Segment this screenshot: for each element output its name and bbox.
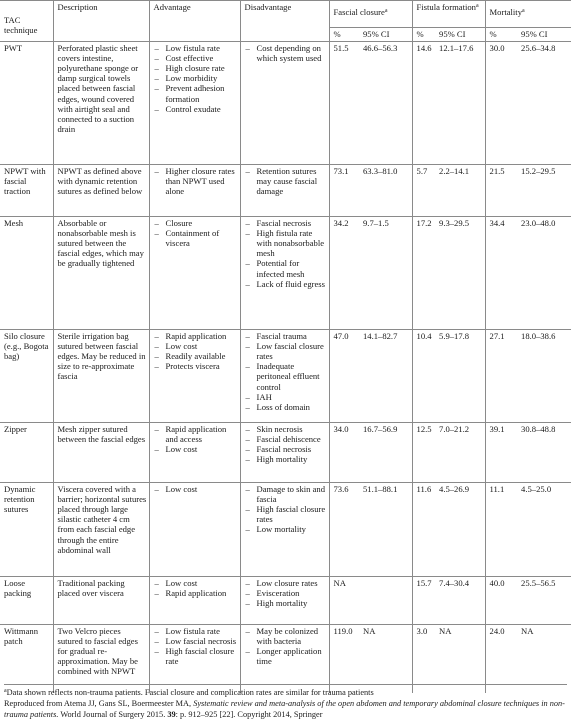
disadvantages-list bbox=[245, 578, 327, 608]
disadvantages-cell bbox=[240, 42, 329, 165]
disadvantage-item: – Inadequate peritoneal effluent control bbox=[245, 361, 327, 391]
fistula-ci-cell: 4.5–26.9 bbox=[435, 483, 485, 577]
advantage-item: – Closure bbox=[154, 218, 238, 228]
advantage-item: – Prevent adhesion formation bbox=[154, 83, 238, 103]
disadvantages-list bbox=[245, 626, 327, 666]
description-cell: Mesh zipper sutured between the fascial edges bbox=[53, 423, 149, 483]
closure-ci-cell: 46.6–56.3 bbox=[359, 42, 412, 165]
advantage-item: – Low fistula rate bbox=[154, 43, 238, 53]
disadvantages-list bbox=[245, 331, 327, 412]
description-cell: Absorbable or nonabsorbable mesh is sutured between the fascial edges, which may be gradually tightened bbox=[53, 217, 149, 330]
closure-ci-cell: 16.7–56.9 bbox=[359, 423, 412, 483]
disadvantages-cell bbox=[240, 217, 329, 330]
table-body bbox=[0, 42, 571, 693]
advantage-item: – Rapid application bbox=[154, 331, 238, 341]
disadvantages-list bbox=[245, 166, 327, 196]
closure-percent-cell: 34.0 bbox=[329, 423, 359, 483]
disadvantages-list bbox=[245, 218, 327, 289]
advantages-cell bbox=[149, 165, 240, 217]
mortality-ci-cell: 18.0–38.6 bbox=[517, 330, 571, 423]
mortality-ci-cell: NA bbox=[517, 625, 571, 693]
header-fascial-closure: Fascial closure$^a$ bbox=[329, 1, 412, 28]
fistula-percent-cell: 5.7 bbox=[412, 165, 435, 217]
advantages-cell bbox=[149, 577, 240, 625]
disadvantage-item: – Lack of fluid egress bbox=[245, 279, 327, 289]
disadvantages-cell bbox=[240, 625, 329, 693]
disadvantage-item: – Low closure rates bbox=[245, 578, 327, 588]
disadvantage-item: – High mortality bbox=[245, 454, 327, 464]
description-cell: NPWT as defined above with dynamic retention sutures as defined below bbox=[53, 165, 149, 217]
mortality-ci-cell: 30.8–48.8 bbox=[517, 423, 571, 483]
fistula-ci-cell: 7.0–21.2 bbox=[435, 423, 485, 483]
advantages-cell bbox=[149, 330, 240, 423]
closure-ci-cell: 51.1–88.1 bbox=[359, 483, 412, 577]
advantage-item: – Containment of viscera bbox=[154, 228, 238, 248]
technique-cell: PWT bbox=[0, 42, 53, 165]
advantages-list bbox=[154, 166, 238, 196]
advantage-item: – Low morbidity bbox=[154, 73, 238, 83]
subheader-mortality-ci: 95% CI bbox=[517, 28, 571, 42]
disadvantage-item: – Fascial dehiscence bbox=[245, 434, 327, 444]
advantage-item: – High fascial closure rate bbox=[154, 646, 238, 666]
disadvantage-item: – Fascial trauma bbox=[245, 331, 327, 341]
table-row bbox=[0, 625, 571, 693]
disadvantage-item: – Low fascial closure rates bbox=[245, 341, 327, 361]
header-disadvantage: Disadvantage bbox=[240, 1, 329, 42]
advantage-item: – Higher closure rates than NPWT used alone bbox=[154, 166, 238, 196]
fistula-percent-cell: 11.6 bbox=[412, 483, 435, 577]
technique-cell: Dynamic retention sutures bbox=[0, 483, 53, 577]
mortality-ci-cell: 4.5–25.0 bbox=[517, 483, 571, 577]
advantage-item: – Control exudate bbox=[154, 104, 238, 114]
technique-cell: Mesh bbox=[0, 217, 53, 330]
subheader-mortality-percent: % bbox=[485, 28, 517, 42]
table-header-row bbox=[0, 1, 571, 28]
closure-percent-cell: 119.0 bbox=[329, 625, 359, 693]
table-row bbox=[0, 330, 571, 423]
fistula-percent-cell: 15.7 bbox=[412, 577, 435, 625]
disadvantages-list bbox=[245, 484, 327, 534]
disadvantages-cell bbox=[240, 165, 329, 217]
advantage-item: – Low fascial necrosis bbox=[154, 636, 238, 646]
disadvantages-cell bbox=[240, 483, 329, 577]
fistula-percent-cell: 17.2 bbox=[412, 217, 435, 330]
description-cell: Two Velcro pieces sutured to fascial edges for gradual re-approximation. May be combined with NPWT bbox=[53, 625, 149, 693]
closure-percent-cell: 51.5 bbox=[329, 42, 359, 165]
mortality-ci-cell: 25.6–34.8 bbox=[517, 42, 571, 165]
advantages-cell bbox=[149, 625, 240, 693]
advantages-list bbox=[154, 424, 238, 454]
mortality-percent-cell: 27.1 bbox=[485, 330, 517, 423]
closure-percent-cell: 34.2 bbox=[329, 217, 359, 330]
advantages-list bbox=[154, 331, 238, 371]
disadvantage-item: – High fascial closure rates bbox=[245, 504, 327, 524]
mortality-ci-cell: 23.0–48.0 bbox=[517, 217, 571, 330]
disadvantage-item: – Retention sutures may cause fascial damage bbox=[245, 166, 327, 196]
header-description: Description bbox=[53, 1, 149, 42]
disadvantage-item: – High fistula rate with nonabsorbable mesh bbox=[245, 228, 327, 258]
disadvantage-item: – Fascial necrosis bbox=[245, 444, 327, 454]
closure-ci-cell: 63.3–81.0 bbox=[359, 165, 412, 217]
disadvantage-item: – High mortality bbox=[245, 598, 327, 608]
disadvantage-item: – Evisceration bbox=[245, 588, 327, 598]
disadvantage-item: – Low mortality bbox=[245, 524, 327, 534]
footnotes bbox=[4, 684, 567, 721]
fistula-ci-cell: 5.9–17.8 bbox=[435, 330, 485, 423]
disadvantages-cell bbox=[240, 577, 329, 625]
table-row bbox=[0, 42, 571, 165]
closure-percent-cell: 73.6 bbox=[329, 483, 359, 577]
fistula-percent-cell: 10.4 bbox=[412, 330, 435, 423]
advantages-list bbox=[154, 578, 238, 598]
disadvantage-item: – Longer application time bbox=[245, 646, 327, 666]
table-row bbox=[0, 423, 571, 483]
subheader-closure-percent: % bbox=[329, 28, 359, 42]
disadvantage-item: – Damage to skin and fascia bbox=[245, 484, 327, 504]
advantage-item: – Low cost bbox=[154, 341, 238, 351]
mortality-percent-cell: 39.1 bbox=[485, 423, 517, 483]
advantages-list bbox=[154, 484, 238, 494]
fistula-percent-cell: 3.0 bbox=[412, 625, 435, 693]
advantages-cell bbox=[149, 423, 240, 483]
advantage-item: – Rapid application bbox=[154, 588, 238, 598]
table-row bbox=[0, 165, 571, 217]
closure-ci-cell bbox=[359, 577, 412, 625]
closure-percent-cell: NA bbox=[329, 577, 359, 625]
fistula-ci-cell: NA bbox=[435, 625, 485, 693]
technique-cell: Silo closure (e.g., Bogota bag) bbox=[0, 330, 53, 423]
table-row bbox=[0, 483, 571, 577]
disadvantage-item: – May be colonized with bacteria bbox=[245, 626, 327, 646]
disadvantage-item: – Cost depending on which system used bbox=[245, 43, 327, 63]
closure-ci-cell: 9.7–1.5 bbox=[359, 217, 412, 330]
mortality-ci-cell: 15.2–29.5 bbox=[517, 165, 571, 217]
mortality-percent-cell: 30.0 bbox=[485, 42, 517, 165]
closure-ci-cell: NA bbox=[359, 625, 412, 693]
technique-cell: Wittmann patch bbox=[0, 625, 53, 693]
header-advantage: Advantage bbox=[149, 1, 240, 42]
subheader-fistula-ci: 95% CI bbox=[435, 28, 485, 42]
advantages-list bbox=[154, 43, 238, 114]
mortality-ci-cell: 25.5–56.5 bbox=[517, 577, 571, 625]
disadvantages-list bbox=[245, 43, 327, 63]
advantage-item: – Cost effective bbox=[154, 53, 238, 63]
table-row bbox=[0, 577, 571, 625]
advantage-item: – Low cost bbox=[154, 444, 238, 454]
advantage-item: – Low fistula rate bbox=[154, 626, 238, 636]
advantage-item: – Rapid application and access bbox=[154, 424, 238, 444]
disadvantages-cell bbox=[240, 423, 329, 483]
advantages-cell bbox=[149, 483, 240, 577]
advantage-item: – High closure rate bbox=[154, 63, 238, 73]
advantage-item: – Protects viscera bbox=[154, 361, 238, 371]
disadvantage-item: – Skin necrosis bbox=[245, 424, 327, 434]
closure-percent-cell: 47.0 bbox=[329, 330, 359, 423]
fistula-percent-cell: 14.6 bbox=[412, 42, 435, 165]
header-mortality: Mortality$^a$ bbox=[485, 1, 571, 28]
advantage-item: – Low cost bbox=[154, 578, 238, 588]
disadvantages-cell bbox=[240, 330, 329, 423]
advantages-list bbox=[154, 218, 238, 248]
advantage-item: – Low cost bbox=[154, 484, 238, 494]
fistula-ci-cell: 2.2–14.1 bbox=[435, 165, 485, 217]
footnote-data-note: $^a$Data shown reflects non-trauma patients. Fascial closure and complication rates are similar for trauma patients bbox=[4, 688, 374, 697]
advantages-cell bbox=[149, 217, 240, 330]
disadvantages-list bbox=[245, 424, 327, 464]
fistula-ci-cell: 7.4–30.4 bbox=[435, 577, 485, 625]
closure-ci-cell: 14.1–82.7 bbox=[359, 330, 412, 423]
advantage-item: – Readily available bbox=[154, 351, 238, 361]
fistula-ci-cell: 12.1–17.6 bbox=[435, 42, 485, 165]
mortality-percent-cell: 11.1 bbox=[485, 483, 517, 577]
footnote-reference: Reproduced from Atema JJ, Gans SL, Boermeester MA, Systematic review and meta-analysis of the open abdomen and temporary abdominal closure techniques in non-trauma patients. World Journal of Surgery 2015. 39: p. 912–925 [22]. Copyright 2014, Springer bbox=[4, 699, 565, 720]
mortality-percent-cell: 34.4 bbox=[485, 217, 517, 330]
description-cell: Traditional packing placed over viscera bbox=[53, 577, 149, 625]
closure-percent-cell: 73.1 bbox=[329, 165, 359, 217]
description-cell: Viscera covered with a barrier; horizontal sutures placed through large silastic catheter 4 cm from each fascial edge through the entire abdominal wall bbox=[53, 483, 149, 577]
mortality-percent-cell: 40.0 bbox=[485, 577, 517, 625]
technique-cell: Loose packing bbox=[0, 577, 53, 625]
fistula-percent-cell: 12.5 bbox=[412, 423, 435, 483]
subheader-fistula-percent: % bbox=[412, 28, 435, 42]
advantages-cell bbox=[149, 42, 240, 165]
advantages-list bbox=[154, 626, 238, 666]
mortality-percent-cell: 24.0 bbox=[485, 625, 517, 693]
subheader-closure-ci: 95% CI bbox=[359, 28, 412, 42]
disadvantage-item: – Loss of domain bbox=[245, 402, 327, 412]
disadvantage-item: – Potential for infected mesh bbox=[245, 258, 327, 278]
disadvantage-item: – IAH bbox=[245, 392, 327, 402]
header-fistula-formation: Fistula formation$^a$ bbox=[412, 1, 485, 28]
table-row bbox=[0, 217, 571, 330]
description-cell: Perforated plastic sheet covers intestine, polyurethane sponge or damp surgical towels placed between fascial edges, wound covered with airtight seal and connected to a suction drain bbox=[53, 42, 149, 165]
disadvantage-item: – Fascial necrosis bbox=[245, 218, 327, 228]
fistula-ci-cell: 9.3–29.5 bbox=[435, 217, 485, 330]
mortality-percent-cell: 21.5 bbox=[485, 165, 517, 217]
description-cell: Sterile irrigation bag sutured between fascial edges. May be reduced in size to re-approximate fascia bbox=[53, 330, 149, 423]
technique-cell: Zipper bbox=[0, 423, 53, 483]
header-tac-technique: TAC technique bbox=[0, 1, 53, 42]
technique-cell: NPWT with fascial traction bbox=[0, 165, 53, 217]
